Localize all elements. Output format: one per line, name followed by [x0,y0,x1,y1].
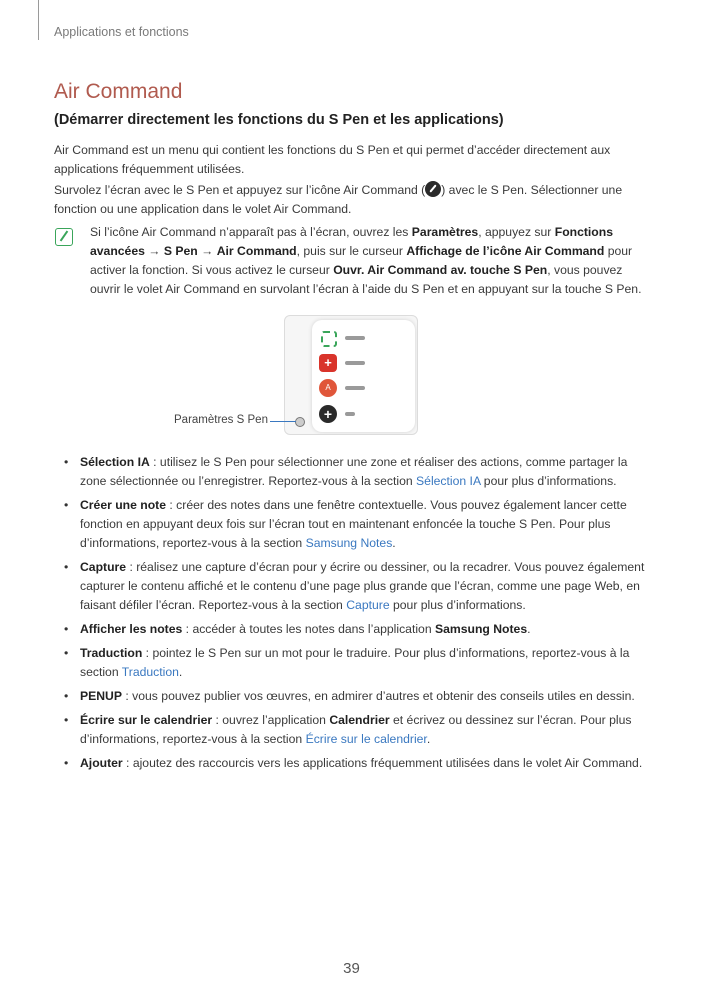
menu-label-placeholder [345,412,355,416]
list-item-term: Écrire sur le calendrier [80,713,213,727]
list-item [64,496,654,553]
list-item-text: : pointez le S Pen sur un mot pour le traduire. Pour plus d’informations, reportez-vous à la section [80,646,630,679]
list-item [64,558,654,615]
list-item [64,711,654,749]
air-command-panel [312,320,415,432]
list-item-bold-term: Calendrier [329,713,390,727]
list-item-text: . [426,732,431,746]
list-item [64,754,654,773]
callout-label: Paramètres S Pen [174,414,268,426]
callout-line [270,421,296,422]
note-text: , vous pouvez ouvrir le volet Air Command en survolant l’écran à l’aide du S Pen et en appuyant sur la touche S Pen. [90,263,642,296]
section-subtitle: (Démarrer directement les fonctions du S Pen et les applications) [54,112,504,128]
menu-row-create-note [319,354,409,372]
air-command-pen-icon [425,181,441,197]
note-bold-term: S Pen [163,244,198,258]
list-item-term: Traduction [80,646,143,660]
list-item [64,644,654,682]
intro-text-before-icon: Survolez l’écran avec le S Pen et appuyez sur l’icône Air Command ( [54,183,426,197]
create-note-icon [319,354,337,372]
list-item-bold-term: Samsung Notes [435,622,528,636]
note-text: Si l’icône Air Command n’apparaît pas à l’écran, ouvrez les [90,225,412,239]
note-bold-term: Paramètres [411,225,479,239]
list-item-text: : ajoutez des raccourcis vers les applications fréquemment utilisées dans le volet Air Command. [122,756,643,770]
note-bold-term: Affichage de l’icône Air Command [406,244,605,258]
menu-label-placeholder [345,386,365,390]
menu-row-add [319,405,409,423]
air-command-screenshot [284,315,418,435]
list-item-text: et écrivez ou dessinez sur l’écran. Pour plus d’informations, reportez-vous à la section [80,713,632,746]
list-item-text: : accéder à toutes les notes dans l’application [182,622,435,636]
list-item-term: PENUP [80,689,122,703]
list-item-text: . [392,536,396,550]
running-header: Applications et fonctions [54,25,189,39]
list-item-text: pour plus d’informations. [389,598,526,612]
list-item-text: : ouvrez l’application [212,713,330,727]
intro-text-after-icon: ) avec le S Pen. Sélectionner une fonction ou une application dans le volet Air Command. [54,183,623,216]
note-text: , appuyez sur [478,225,555,239]
translate-icon [319,379,337,397]
note-arrow: → [197,244,217,258]
list-item-text: . [178,665,183,679]
cross-reference-link[interactable]: Écrire sur le calendrier [305,732,427,746]
cross-reference-link[interactable]: Traduction [121,665,179,679]
select-icon [321,331,337,347]
list-item-text: : vous pouvez publier vos œuvres, en admirer d’autres et obtenir des conseils utiles en dessin. [122,689,635,703]
cross-reference-link[interactable]: Sélection IA [416,474,481,488]
list-item-term: Afficher les notes [80,622,183,636]
note-bold-term: Fonctions avancées [90,225,613,258]
list-item-text: . [527,622,531,636]
list-item [64,453,654,491]
section-title: Air Command [54,80,183,103]
list-item-text: : utilisez le S Pen pour sélectionner une zone et réaliser des actions, comme partager la zone sélectionnée ou l’enregistrer. Reportez-vous à la section [80,455,628,488]
note-paragraph [90,223,650,299]
page-edge-rule [38,0,39,40]
list-item-term: Ajouter [80,756,123,770]
cross-reference-link[interactable]: Samsung Notes [305,536,393,550]
page-number: 39 [343,960,360,977]
list-item [64,620,654,639]
menu-label-placeholder [345,336,365,340]
list-item-term: Capture [80,560,127,574]
menu-row-translate [319,379,409,397]
list-item [64,687,654,706]
note-arrow: → [144,244,164,258]
add-icon [319,405,337,423]
intro-paragraph-1: Air Command est un menu qui contient les fonctions du S Pen et qui permet d’accéder directement aux applications fréquemment utilisées. [54,143,611,176]
list-item-text: : créer des notes dans une fenêtre contextuelle. Vous pouvez également lancer cette fonction en appuyant deux fois sur l’écran tout en maintenant enfoncée la touche S Pen. Pour plus d’informations, reportez-vous à la section [80,498,627,550]
s-pen-settings-icon [295,417,305,427]
cross-reference-link[interactable]: Capture [346,598,390,612]
menu-label-placeholder [345,361,365,365]
list-item-text: : réalisez une capture d’écran pour y écrire ou dessiner, ou la recadrer. Vous pouvez également capturer le contenu affiché et le contenu d’une page plus grande que l’écran, comme une page Web, en faisant défiler l’écran. Reportez-vous à la section [80,560,645,612]
feature-list [64,453,654,778]
note-bold-term: Air Command [216,244,297,258]
list-item-term: Créer une note [80,498,167,512]
intro-paragraph-2 [54,181,650,219]
note-text: pour activer la fonction. Si vous activez le curseur [90,244,633,277]
note-pencil-icon [55,228,73,246]
note-bold-term: Ouvr. Air Command av. touche S Pen [333,263,548,277]
note-text: , puis sur le curseur [296,244,407,258]
menu-row-ai-select [319,329,409,347]
list-item-term: Sélection IA [80,455,150,469]
list-item-text: pour plus d’informations. [480,474,617,488]
